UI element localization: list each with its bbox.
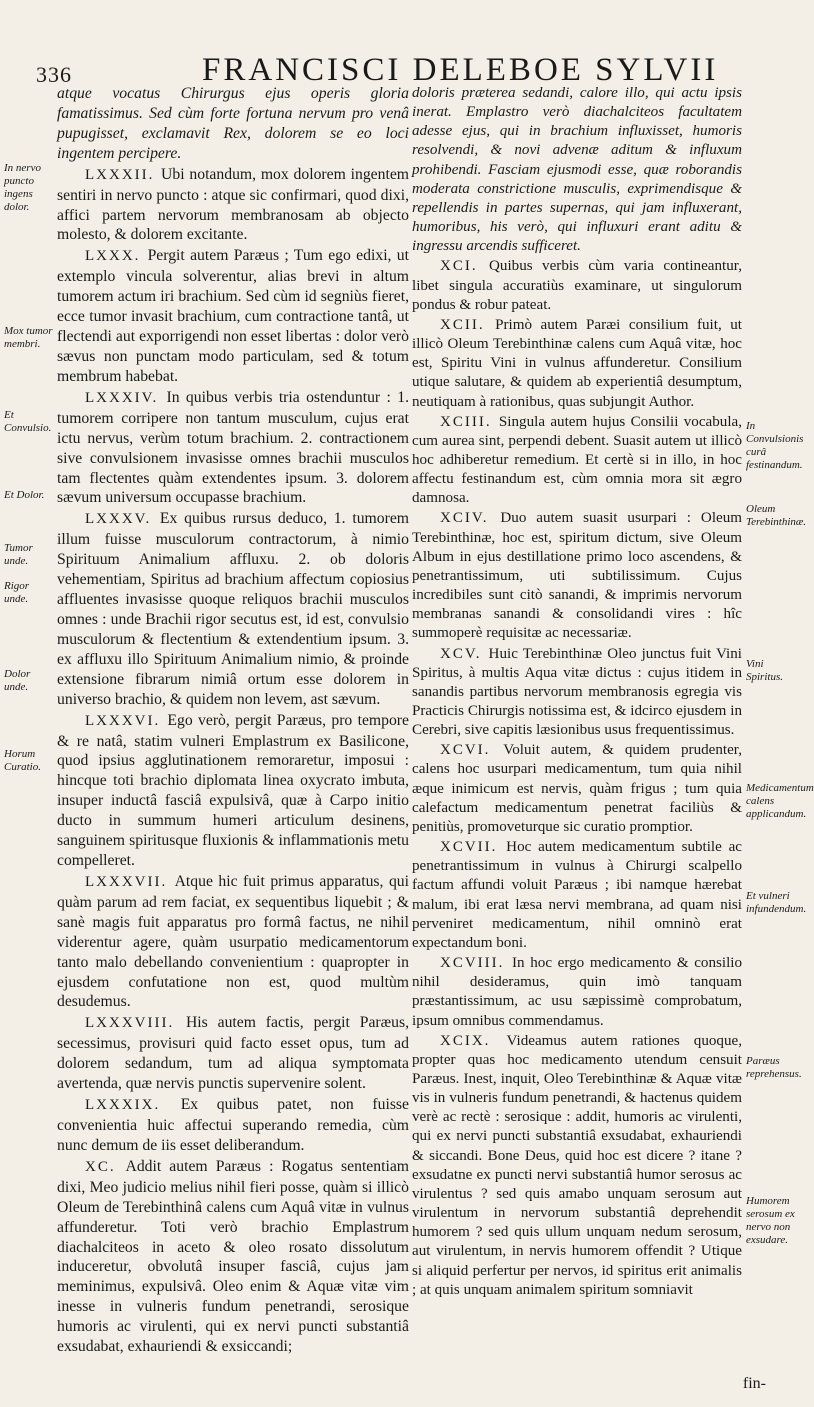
margin-note: Vini Spiritus.: [746, 658, 783, 683]
margin-note: Tumor unde.: [4, 542, 33, 567]
paragraph-text: Duo autem suasit usurpari : Oleum Terebinthinæ, hoc est, spiritum dictum, sive Oleum Album in ejus destillatione primo loco ascendens, & penetrantissimum, uti subtilissimum. Cujus incredibiles sunt citò sanandi, & imprimis nervorum membranas sanandi & consolidandi vires : hîc summoperè requisitæ ac necessariæ.: [412, 510, 743, 642]
section-number: LXXXVI.: [85, 712, 168, 729]
paragraph: [412, 1032, 742, 1300]
paragraph: [57, 388, 409, 509]
paragraph: [412, 316, 742, 412]
paragraph-text: Voluit autem, & quidem prudenter, calens hoc usurpari medicamentum, tum quia nihil æque inimicum est nervis, quàm frigus ; tum quia calefactum medicamentum penetrat faciliùs & penitiùs, promoveturque sic curatio promptior.: [412, 742, 743, 835]
section-number: XC.: [85, 1158, 126, 1175]
margin-note: Rigor unde.: [4, 580, 30, 605]
paragraph-text: Atque hic fuit primus apparatus, qui quàm parum ad rem faciat, ex sequentibus liquebit ; & sanè magis fuit apparatus pro formâ factus, ne nihil viderentur agere, quàm usurpatio medicamentorum tanto malo debellando convenientium : quapropter in ejusdem confutatione non est, quod multùm desudemus.: [57, 872, 409, 1011]
margin-note: Et vulneri infundendum.: [746, 890, 807, 915]
section-number: XCVI.: [440, 742, 504, 759]
paragraph: [57, 165, 409, 246]
running-head: FRANCISCI DELEBOE SYLVII: [202, 52, 719, 88]
paragraph-text: In quibus verbis tria ostenduntur : 1. tumorem corripere non tantum musculum, cujus erat ictu nervus, verùm totum brachium. 2. contractionem sive convulsionem invasisse omnes brachii musculos tam flectentes quàm extendentes ipsum. 3. dolorem sævum universum occupasse brachium.: [57, 388, 409, 507]
section-number: LXXXVIII.: [85, 1015, 186, 1032]
paragraph-text: atque vocatus Chirurgus ejus operis gloria famatissimus. Sed cùm forte fortuna nervum pro venâ pupugisset, exclamavit Rex, dolorem se eo loci ingentem percipere.: [57, 85, 409, 162]
paragraph-text: Videamus autem rationes quoque, propter quas hoc medicamento utendum censuit Paræus. Inest, inquit, Oleo Terebinthinæ & Aquæ vitæ vis in vulneris fundum penetrandi, & hactenus quidem verè ac rectè : serosique : addit, humoris ac virulenti, qui ex nervi puncti substantiâ exsudabat, exhauriendi & siccandi. Bone Deus, quid hoc est dicere ? itane ? exsudatne ex puncti nervi substantiâ humor serosus ac virulentus ? sed quis amabo unquam serosum aut virulentum in nervorum substantiâ deprehendit humorem ? sed quis ullum unquam nedum serosum, aut virulentum, in nervis humorem offendit ? Utique si aliquid perfertur per nervos, id spiritus erit animalis ; at quis unquam animalem spiritum somniavit: [412, 1032, 743, 1298]
margin-note: Dolor unde.: [4, 668, 31, 693]
margin-note: In nervo puncto ingens dolor.: [4, 162, 41, 213]
paragraph-text: In hoc ergo medicamento & consilio nihil desideramus, quin imò tanquam præstantissimum, ac usu sæpissimè comprobatum, ipsum omnibus commendamus.: [412, 955, 743, 1029]
section-number: XCVII.: [440, 839, 507, 856]
section-number: XCIV.: [440, 510, 501, 527]
paragraph-text: Ego verò, pergit Paræus, pro tempore & re natâ, statim vulneri Emplastrum ex Basilicone, quod ipsius agglutinationem remoraretur, imposui : hincque toti brachio diplomata linea oxycrato imbuta, insuper inductâ fasciâ expulsivâ, quæ à Carpo initio ducto in summum humeri articulum desinens, sanguinem spiritusque fluxionis & inflammationis metu compelleret.: [57, 711, 409, 870]
margin-note: Humorem serosum ex nervo non exsudare.: [746, 1195, 795, 1246]
paragraph: [57, 1013, 409, 1094]
paragraph: [57, 872, 409, 1012]
paragraph: [57, 1095, 409, 1156]
page-number: 336: [36, 62, 72, 87]
paragraph: [57, 246, 409, 386]
margin-note: Medicamentum calens applicandum.: [746, 782, 814, 820]
section-number: XCIX.: [440, 1032, 507, 1049]
paragraph: [412, 257, 742, 314]
margin-note: Mox tumor membri.: [4, 325, 53, 350]
paragraph-text: Huic Terebinthinæ Oleo junctus fuit Vini Spiritus, à multis Aqua vitæ dictus : cujus itidem in sanandis partibus nervorum membranosis egregia vis Practicis Chirurgis notissima est, & idcirco ejusdem in Cerebri, sive capitis læsionibus usus frequentissimus.: [412, 645, 742, 739]
paragraph-text: Ubi notandum, mox dolorem ingentem sentiri in nervo puncto : atque sic confirmari, quod dixi, affici partem nervorum membranosam ab objecto molesto, & dolorem excitante.: [57, 165, 409, 244]
paragraph: [57, 1157, 409, 1357]
paragraph-text: Quibus verbis cùm varia contineantur, libet singula accuratiùs examinare, ut singulorum pondus & robur pateat.: [412, 258, 742, 313]
paragraph: [412, 741, 742, 837]
paragraph: [412, 838, 742, 953]
paragraph-text: Addit autem Paræus : Rogatus sententiam dixi, Meo judicio melius nihil fieri posse, quàm si illicò Oleum de Terebinthinâ calens cum Aquâ vitæ in vulnus affunderetur. Toti verò brachio Emplastrum diachalciteos in aceto & oleo rosato dissolutum induceretur, obvolutâ insuper fasciâ, cujus jam meminimus, expulsivâ. Oleo enim & Aquæ vitæ vim inesse in vulneris fundum penetrandi, serosique humoris ac virulenti, qui ex nervi puncti substantiâ exsudabat, exhauriendi & exsiccandi;: [57, 1157, 409, 1356]
section-number: XCI.: [440, 258, 489, 275]
margin-note: Oleum Terebinthinæ.: [746, 503, 807, 528]
section-number: XCVIII.: [440, 955, 513, 972]
paragraph-text: Pergit autem Paræus ; Tum ego edixi, ut extemplo vincula solverentur, alias brevi in altum tumorem actum iri brachium. Sed cùm id segniùs fieret, ecce tumor invasit brachium, cum contractione tantâ, ut flectendi aut exporrigendi non esset libertas : dolor verò sævus non punctam modo particulam, sed & totum membrum habebat.: [57, 247, 409, 385]
left-column: [57, 84, 409, 1358]
paragraph: [412, 509, 742, 643]
right-column: [412, 84, 742, 1301]
paragraph-text: doloris præterea sedandi, calore illo, qui actu ipsis inerat. Emplastro verò diachalciteos facultatem adesse ejus, qui in brachium influxisset, humoris resolvendi, & novi advenæ aditum & influxum prohibendi. Fasciam ejusmodi esse, quæ roborandis moderata constrictione musculis, exprimendisque & repellendis in partes supernas, qui jam influxerant, humoribus, his verò, qui influxuri erant aditu & ingressu arcendis sufficeret.: [412, 85, 742, 255]
section-number: XCIII.: [440, 413, 499, 430]
paragraph-text: Hoc autem medicamentum subtile ac penetrantissimum in vulnus à Chirurgi scalpello factum affundi voluit Paræus ; ibi namque hærebat malum, ibi erat læsa nervi membrana, ad quam nisi perveniret medicamentum, nihil omninò erat expectandum boni.: [412, 839, 742, 951]
section-number: LXXX.: [85, 248, 148, 265]
paragraph: [412, 84, 742, 256]
section-number: LXXXIV.: [85, 389, 167, 406]
paragraph-text: Singula autem hujus Consilii vocabula, cum aurea sint, perpendi debent. Suasit autem ut illicò hoc adhiberetur remedium. Et certè si in illo, in hoc affectu festinandum est, cùm omnia mora sit ægro damnosa.: [412, 413, 742, 507]
paragraph-text: His autem factis, pergit Paræus, secessimus, provisuri quid facto esset opus, tum ad dolorem sedandum, tum ad aliqua symptomata avertenda, quæ nervis punctis supervenire solent.: [57, 1014, 409, 1093]
paragraph: [57, 84, 409, 164]
paragraph-text: Ex quibus patet, non fuisse convenientia huic affectui superando remedia, cùm nunc demum de iis esset deliberandum.: [57, 1096, 409, 1154]
paragraph: [57, 509, 409, 709]
section-number: LXXXV.: [85, 511, 160, 528]
margin-note: Horum Curatio.: [4, 748, 41, 773]
paragraph: [412, 413, 742, 509]
section-number: LXXXIX.: [85, 1097, 181, 1114]
paragraph-text: Ex quibus rursus deduco, 1. tumorem illum fuisse musculorum contractorum, à nimio Spirituum Animalium affluxu. 2. ob doloris vehementiam, Spiritus ad brachium affectum copiosius affluentes invasisse quoque reliquos brachii musculos omnes : unde Brachii rigor secutus est, id est, convulsio musculorum & flectentium & extendentium ipsum. 3. ex affluxu illo Spirituum Animalium nimio, & proinde extensione fibrarum nimiâ ortum esse dolorem in universo brachio, & quidem non levem, ast sævum.: [57, 510, 409, 708]
margin-note: Et Convulsio.: [4, 409, 52, 434]
paragraph-text: Primò autem Paræi consilium fuit, ut illicò Oleum Terebinthinæ calens cum Aquâ vitæ, hoc est, Spiritu Vini in vulnus affunderetur. Consilium utique salutare, & quidem ab experientiâ desumptum, neutiquam à rationibus, quas subjungit Author.: [412, 316, 743, 410]
paragraph: [57, 711, 409, 871]
paragraph: [412, 954, 742, 1031]
margin-note: In Convulsionis curâ festinandum.: [746, 420, 804, 471]
section-number: XCII.: [440, 316, 496, 333]
paragraph: [412, 645, 742, 741]
margin-note: Et Dolor.: [4, 489, 45, 501]
section-number: XCV.: [440, 645, 489, 662]
margin-note: Paræus reprehensus.: [746, 1055, 802, 1080]
section-number: LXXXVII.: [85, 873, 175, 890]
catchword: fin-: [742, 1375, 766, 1392]
section-number: LXXXII.: [85, 166, 162, 183]
